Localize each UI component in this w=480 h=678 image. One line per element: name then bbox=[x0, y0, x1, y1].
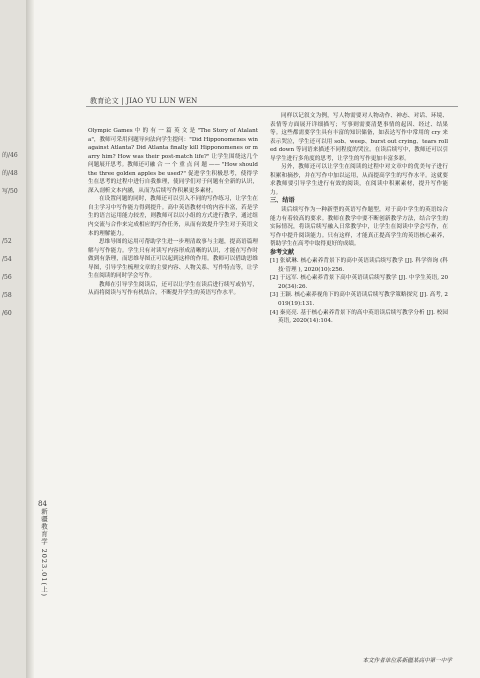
paragraph: 另外，教师还可以让学生在阅读的过程中对文章中的优美句子进行积累和摘抄，并在写作中加以运用，从而提高学生的写作水平。这就要求教师要引导学生进行有效的阅读，在阅读中积累素材，提升写作能力。 bbox=[270, 164, 448, 196]
paragraph: 在设置问题的同时，教师还可以引入不同的写作练习，让学生在自主学习中写作能力得到提升。高中英语教材中的内容丰富，若是学生的语言运用能力较差，则教师可以以小组的方式进行教学，通过组内交流与合作来完成相应的写作任务，从而有效提升学生对于英语文本的理解能力。 bbox=[88, 196, 258, 237]
paragraph: 思维导图的运用可帮助学生进一步理清故事与主题，提高语篇理解与写作能力。学生只有对读写内容形成清晰的认识，才能在写作时做到有条理，而思维导图正可以起到这样的作用。教师可以借助思维导图，引导学生梳理文章的主要内容、人物关系、写作特点等，让学生在阅读的同时学会写作。 bbox=[88, 239, 258, 280]
paragraph: Olympic Games 中 的 有 一 篇 英 文 是 "The Story of Atalanta"，教师可采用问题导向法向学生提问："Did Hipponomenes win against Atlanta? Did Atlanta finally kill Hipponomenes or marry him? How was their post-match life?" 让学生围绕这几个问题展开思考。教师还可融 合 一 个 重 点 问 题 —— "How should the three golden apples be used?" 促进学生积极思考，使得学生在思考的过程中进行自我推理，使同学们对于问题有全新的认识，深入剖析文本内涵，从而为后续写作积累更多素材。 bbox=[88, 128, 258, 194]
section-heading: 三、结语 bbox=[270, 197, 295, 205]
references-heading: 参考文献 bbox=[270, 248, 295, 256]
side-fragment: /52 bbox=[2, 238, 12, 245]
reference-item: [1] 张斌琳. 核心素养背景下的高中英语读后续写教学 [J]. 科学咨询 (科技·管理 ), 2020(10):256. bbox=[270, 258, 448, 273]
left-column bbox=[88, 127, 258, 298]
reference-item: [4] 秦亮亮. 基于核心素养背景下的高中英语读后续写教学分析 [J]. 校园英语, 2020(14):104. bbox=[270, 309, 448, 325]
side-fragment: /54 bbox=[2, 256, 12, 263]
side-fragment: /58 bbox=[2, 292, 12, 299]
side-fragment: /60 bbox=[2, 310, 12, 317]
paragraph: 教师在引导学生阅读后，还可以让学生在读后进行续写或仿写，从而将阅读与写作有机结合，不断提升学生的英语写作水平。 bbox=[88, 281, 258, 297]
reference-item: [2] 于远军. 核心素养背景下高中英语读后续写教学 [J]. 中学生英语, 2020(34):26. bbox=[270, 275, 448, 290]
paragraph: 读后续写作为一种新型的英语写作题型，对于高中学生的英语综合能力有着较高的要求。教师在教学中要不断创新教学方法，结合学生的实际情况，将读后续写融入日常教学中，让学生在阅读中学会写作，在写作中提升阅读能力。只有这样，才能真正提高学生的英语核心素养，帮助学生在高考中取得更好的成绩。 bbox=[270, 207, 448, 248]
paragraph: 同样以记叙文为例，写人物需要对人物动作、神态、对话、环境、表情等方面展开详细描写；写事则需要清楚事情的起因、经过、结果等。这些都需要学生具有丰富的知识储备，如表达写作中常用的 cry 来表示哭泣，学生还可以用 sob、weep、burst out crying、tears rolled down 等词语来描述不同程度的哭泣。在读后续写中，教师还可以引导学生进行多角度的思考，让学生的写作更加丰富多彩。 bbox=[270, 113, 448, 162]
side-fragment: /56 bbox=[2, 274, 12, 281]
side-fragment: 写/50 bbox=[2, 188, 18, 195]
adjacent-page-edge bbox=[0, 0, 26, 678]
author-affiliation-note: 本文作者单位系新疆某高中第一中学 bbox=[362, 658, 452, 664]
side-fragment: 的/46 bbox=[2, 152, 18, 159]
running-header: 教育论文 | JIAO YU LUN WEN bbox=[90, 97, 198, 105]
right-column bbox=[270, 112, 448, 326]
reference-item: [3] 王颖. 核心素养视角下的高中英语读后续写教学策略探究 [J]. 高考, 2019(19):131. bbox=[270, 292, 448, 308]
journal-vertical-title: 新疆教育学 2023.01(上) bbox=[40, 508, 48, 598]
side-fragment: 的/48 bbox=[2, 170, 18, 177]
book-spine bbox=[26, 0, 34, 678]
page-number: 84 bbox=[38, 500, 47, 508]
header-rule bbox=[86, 106, 458, 107]
